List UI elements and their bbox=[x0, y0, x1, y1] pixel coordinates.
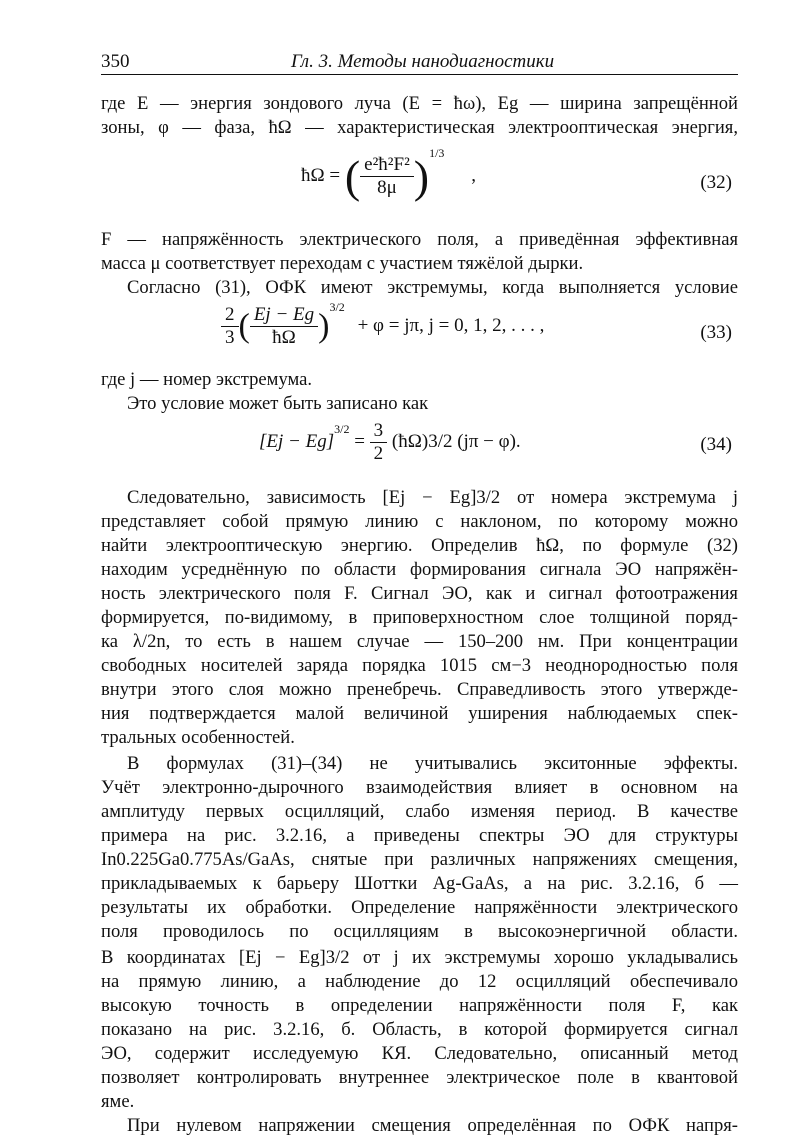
text-line: ка λ/2n, то есть в нашем случае — 150–200 нм. При концентрации bbox=[101, 631, 738, 652]
text-line: представляет собой прямую линию с наклоном, по которому можно bbox=[101, 511, 738, 532]
formula-34-exponent: 3/2 bbox=[334, 421, 350, 436]
formula-33-numerator: Ej − Eg bbox=[250, 304, 318, 327]
text-line: на прямую линию, а наблюдение до 12 осцилляций обеспечивало bbox=[101, 971, 738, 992]
text-line: Следовательно, зависимость [Ej − Eg]3/2 от номера экстремума j bbox=[127, 487, 738, 508]
formula-34-eq: = bbox=[354, 430, 365, 452]
text-line: In0.225Ga0.775As/GaAs, снятые при различных напряжениях смещения, bbox=[101, 849, 738, 870]
formula-34-rhs: (ħΩ)3/2 (jπ − φ). bbox=[391, 430, 521, 452]
text-line: результаты их обработки. Определение напряжённости электрического bbox=[101, 897, 738, 918]
text-line: где j — номер экстремума. bbox=[101, 369, 313, 390]
text-line: Согласно (31), ОФК имеют экстремумы, когда выполняется условие bbox=[127, 277, 738, 298]
text-line: высокую точность в определении напряжённости поля F, как bbox=[101, 995, 738, 1016]
paren-left: ( bbox=[344, 151, 361, 202]
formula-33-rhs: + φ = jπ, j = 0, 1, 2, . . . , bbox=[357, 314, 545, 336]
page-number: 350 bbox=[101, 51, 130, 72]
formula-34-lhs: [Ej − Eg] bbox=[259, 430, 335, 452]
text-line: свободных носителей заряда порядка 1015 см−3 неоднородностью поля bbox=[101, 655, 738, 676]
text-line: зоны, φ — фаза, ħΩ — характеристическая электрооптическая энергия, bbox=[101, 117, 738, 138]
formula-32-exponent: 1/3 bbox=[429, 145, 445, 160]
text-line: где E — энергия зондового луча (E = ħω), Eg — ширина запрещённой bbox=[101, 93, 738, 114]
formula-32-fraction bbox=[360, 154, 414, 199]
text-line: примера на рис. 3.2.16, а приведены спектры ЭО для структуры bbox=[101, 825, 738, 846]
formula-33-fraction bbox=[250, 304, 318, 349]
text-line: В координатах [Ej − Eg]3/2 от j их экстремумы хорошо укладывались bbox=[101, 947, 738, 968]
text-line: При нулевом напряжении смещения определённая по ОФК напря- bbox=[127, 1115, 738, 1136]
text-line: ния подтверждается малой величиной уширения наблюдаемых спек- bbox=[101, 703, 738, 724]
paren-left: ( bbox=[238, 307, 250, 345]
equation-number-32: (32) bbox=[700, 172, 732, 193]
text-line: позволяет контролировать внутреннее электрическое поле в квантовой bbox=[101, 1067, 738, 1088]
text-line: тральных особенностей. bbox=[101, 727, 295, 748]
formula-33-denominator: ħΩ bbox=[272, 327, 296, 348]
text-line: находим усреднённую по области формирования сигнала ЭО напряжён- bbox=[101, 559, 738, 580]
text-line: формируется, по-видимому, в приповерхностном слое толщиной поряд- bbox=[101, 607, 738, 628]
equation-number-34: (34) bbox=[700, 434, 732, 455]
formula-33 bbox=[101, 299, 738, 366]
text-line: масса μ соответствует переходам с участием тяжёлой дырки. bbox=[101, 253, 584, 274]
formula-32-numerator: e²ħ²F² bbox=[360, 154, 414, 177]
text-line: Учёт электронно-дырочного взаимодействия влияет в основном на bbox=[101, 777, 738, 798]
formula-34 bbox=[101, 420, 738, 476]
text-line: показано на рис. 3.2.16, б. Область, в которой формируется сигнал bbox=[101, 1019, 738, 1040]
formula-32 bbox=[101, 146, 738, 222]
text-line: ность электрического поля F. Сигнал ЭО, как и сигнал фотоотражения bbox=[101, 583, 738, 604]
text-line: прикладываемых к барьеру Шоттки Ag-GaAs, а на рис. 3.2.16, б — bbox=[101, 873, 738, 894]
running-header bbox=[101, 50, 738, 75]
formula-34-coefficient: $\frac{3}{2}$ bbox=[370, 420, 388, 465]
equation-number-33: (33) bbox=[700, 322, 732, 343]
formula-32-denominator: 8μ bbox=[377, 177, 397, 198]
text-line: ЭО, содержит исследуемую КЯ. Следовательно, описанный метод bbox=[101, 1043, 738, 1064]
paren-right: ) bbox=[413, 151, 430, 202]
text-line: яме. bbox=[101, 1091, 135, 1112]
text-line: найти электрооптическую энергию. Определив ħΩ, по формуле (32) bbox=[101, 535, 738, 556]
formula-32-lhs: ħΩ = bbox=[301, 164, 341, 186]
formula-32-tail: , bbox=[471, 164, 476, 186]
text-line: В формулах (31)–(34) не учитывались экситонные эффекты. bbox=[127, 753, 738, 774]
formula-33-coefficient: $\frac{2}{3}$ bbox=[221, 304, 239, 349]
text-line: поля проводилось по осцилляциям в высокоэнергичной области. bbox=[101, 921, 738, 942]
formula-33-exponent: 3/2 bbox=[329, 299, 345, 314]
text-line: Это условие может быть записано как bbox=[127, 393, 429, 414]
paren-right: ) bbox=[318, 307, 330, 345]
running-head-title: Гл. 3. Методы нанодиагностики bbox=[291, 51, 555, 72]
text-line: внутри этого слоя можно пренебречь. Справедливость этого утвержде- bbox=[101, 679, 738, 700]
text-line: F — напряжённость электрического поля, а приведённая эффективная bbox=[101, 229, 738, 250]
text-line: амплитуду первых осцилляций, слабо изменяя период. В качестве bbox=[101, 801, 738, 822]
